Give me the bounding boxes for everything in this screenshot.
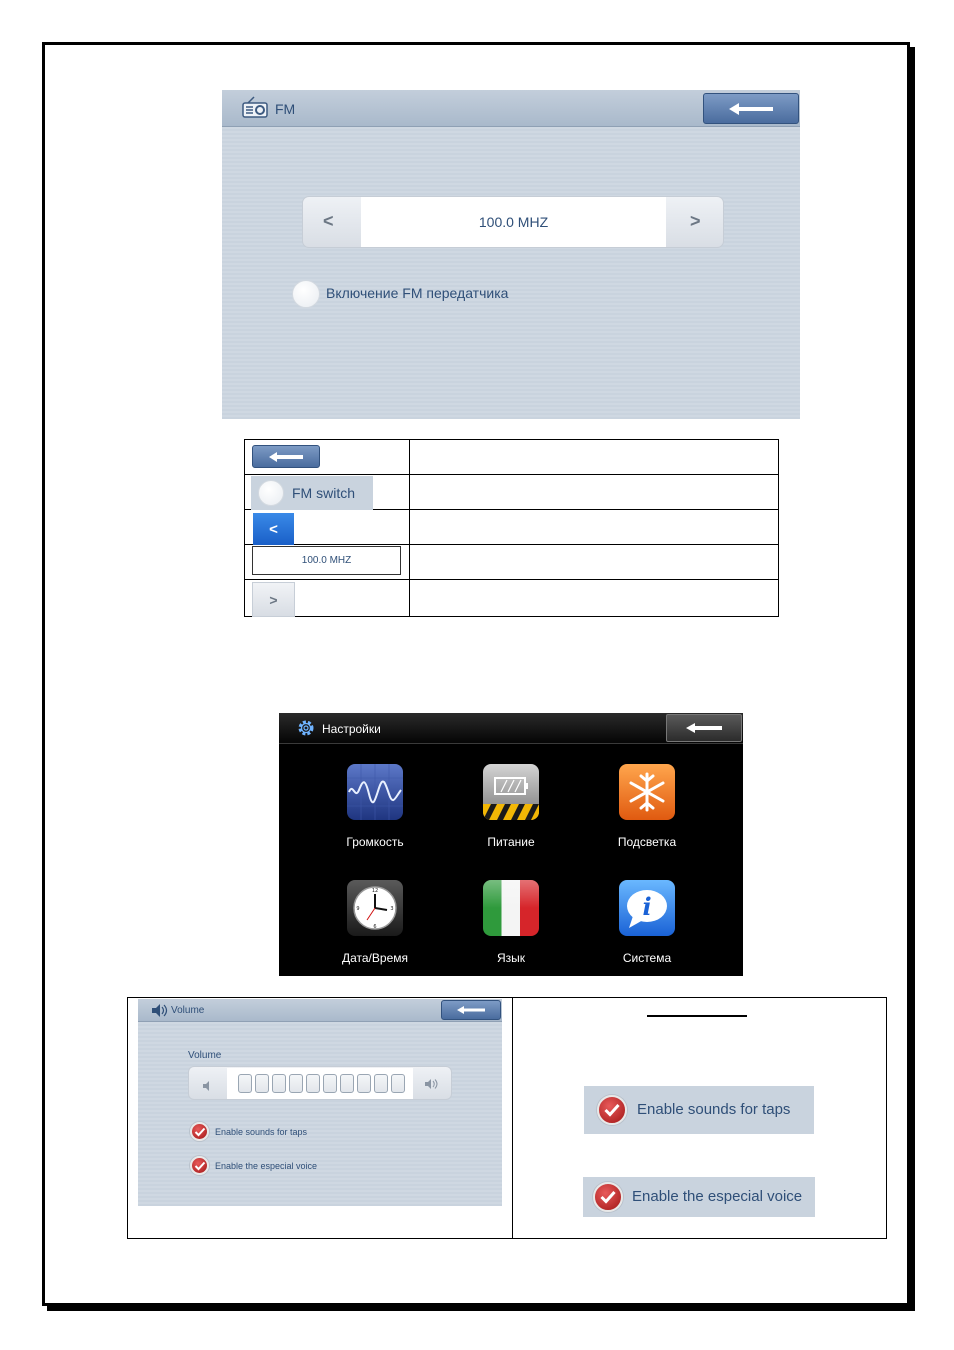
frequency-display: 100.0 MHZ bbox=[361, 197, 666, 247]
svg-text:i: i bbox=[642, 892, 652, 921]
table-cell bbox=[410, 580, 779, 617]
table-cell bbox=[410, 475, 779, 510]
back-button[interactable] bbox=[441, 1000, 501, 1020]
volume-header bbox=[138, 999, 502, 1022]
checkmark-circle-icon bbox=[593, 1182, 623, 1212]
checkmark-circle-icon bbox=[597, 1095, 627, 1125]
left-arrow-sample: < bbox=[253, 513, 294, 545]
table-cell bbox=[410, 440, 779, 475]
freq-down-button[interactable]: < bbox=[323, 211, 334, 231]
table-cell bbox=[245, 440, 410, 475]
info-icon[interactable] bbox=[619, 880, 675, 936]
checkmark-icon bbox=[194, 1161, 205, 1170]
volume-segment[interactable] bbox=[323, 1074, 337, 1093]
legend-table bbox=[244, 439, 779, 617]
voice-checkbox[interactable] bbox=[190, 1156, 209, 1175]
tile-label: Дата/Время bbox=[341, 951, 408, 965]
taps-option-label: Enable sounds for taps bbox=[637, 1101, 791, 1118]
volume-segment[interactable] bbox=[340, 1074, 354, 1093]
freq-up-button[interactable]: > bbox=[690, 211, 701, 231]
fm-switch-sample-label: FM switch bbox=[292, 485, 355, 501]
back-button[interactable] bbox=[703, 93, 799, 124]
table-row bbox=[245, 545, 779, 580]
checkmark-icon bbox=[600, 1191, 616, 1204]
volume-wave-icon[interactable] bbox=[347, 764, 403, 820]
back-button-sample bbox=[252, 445, 320, 468]
volume-segment[interactable] bbox=[272, 1074, 286, 1093]
volume-table bbox=[127, 997, 887, 1239]
frequency-selector bbox=[302, 196, 724, 248]
taps-label: Enable sounds for taps bbox=[215, 1127, 308, 1137]
tile-label: Подсветка bbox=[617, 835, 677, 849]
table-cell bbox=[245, 475, 410, 510]
table-cell bbox=[410, 510, 779, 545]
settings-title: Настройки bbox=[322, 722, 381, 736]
volume-slider[interactable] bbox=[188, 1066, 452, 1100]
volume-track bbox=[227, 1068, 413, 1099]
table-row bbox=[245, 510, 779, 545]
svg-text:3: 3 bbox=[390, 906, 394, 912]
table-divider bbox=[512, 998, 513, 1238]
checkmark-icon bbox=[604, 1104, 620, 1117]
gear-icon bbox=[296, 718, 316, 743]
snowflake-icon[interactable] bbox=[619, 764, 675, 820]
back-arrow-icon bbox=[729, 103, 773, 115]
taps-option-sample bbox=[584, 1086, 814, 1134]
table-cell bbox=[245, 510, 410, 545]
volume-segment[interactable] bbox=[306, 1074, 320, 1093]
voice-option-sample bbox=[583, 1177, 815, 1217]
volume-segment[interactable] bbox=[255, 1074, 269, 1093]
fm-title: FM bbox=[275, 101, 296, 117]
settings-header bbox=[279, 713, 743, 744]
volume-segment[interactable] bbox=[238, 1074, 252, 1093]
fm-switch-label: Включение FM передатчика bbox=[326, 285, 509, 301]
frequency-sample: 100.0 MHZ bbox=[252, 546, 401, 575]
volume-segment[interactable] bbox=[374, 1074, 388, 1093]
volume-up-icon[interactable] bbox=[425, 1077, 441, 1095]
back-arrow-icon bbox=[457, 1006, 485, 1014]
right-arrow-sample: > bbox=[252, 582, 295, 617]
speaker-icon bbox=[152, 1004, 170, 1022]
fm-switch-sample bbox=[251, 476, 373, 510]
fm-header bbox=[222, 90, 800, 127]
back-button[interactable] bbox=[666, 714, 742, 742]
clock-icon[interactable] bbox=[347, 880, 403, 936]
svg-text:6: 6 bbox=[373, 924, 377, 930]
italy-flag-icon[interactable] bbox=[483, 880, 539, 936]
back-arrow-icon bbox=[686, 723, 722, 733]
voice-label: Enable the especial voice bbox=[215, 1161, 318, 1171]
volume-screen bbox=[138, 999, 502, 1206]
taps-checkbox[interactable] bbox=[190, 1122, 209, 1141]
battery-icon[interactable] bbox=[483, 764, 539, 820]
volume-segment[interactable] bbox=[391, 1074, 405, 1093]
tile-label: Громкость bbox=[346, 835, 404, 849]
table-cell bbox=[245, 545, 410, 580]
volume-title: Volume bbox=[171, 1005, 205, 1016]
table-row bbox=[245, 475, 779, 510]
checkmark-icon bbox=[194, 1127, 205, 1136]
table-row bbox=[245, 580, 779, 617]
svg-text:9: 9 bbox=[356, 906, 360, 912]
fm-screen bbox=[222, 90, 800, 419]
volume-segment[interactable] bbox=[357, 1074, 371, 1093]
fm-switch-radio[interactable] bbox=[292, 280, 320, 308]
tile-label: Система bbox=[622, 951, 672, 965]
voice-option-label: Enable the especial voice bbox=[632, 1188, 803, 1205]
back-arrow-icon bbox=[269, 452, 303, 462]
svg-text:12: 12 bbox=[371, 888, 379, 894]
table-row bbox=[245, 440, 779, 475]
volume-label: Volume bbox=[188, 1050, 222, 1061]
tile-label: Питание bbox=[487, 835, 535, 849]
radio-icon-sample bbox=[258, 480, 284, 506]
table-cell bbox=[245, 580, 410, 617]
table-cell bbox=[410, 545, 779, 580]
heading-underline bbox=[647, 1015, 747, 1017]
settings-screen bbox=[279, 713, 743, 976]
volume-segment[interactable] bbox=[289, 1074, 303, 1093]
volume-down-icon[interactable] bbox=[203, 1078, 211, 1096]
radio-icon bbox=[242, 96, 268, 123]
tile-label: Язык bbox=[496, 951, 526, 965]
